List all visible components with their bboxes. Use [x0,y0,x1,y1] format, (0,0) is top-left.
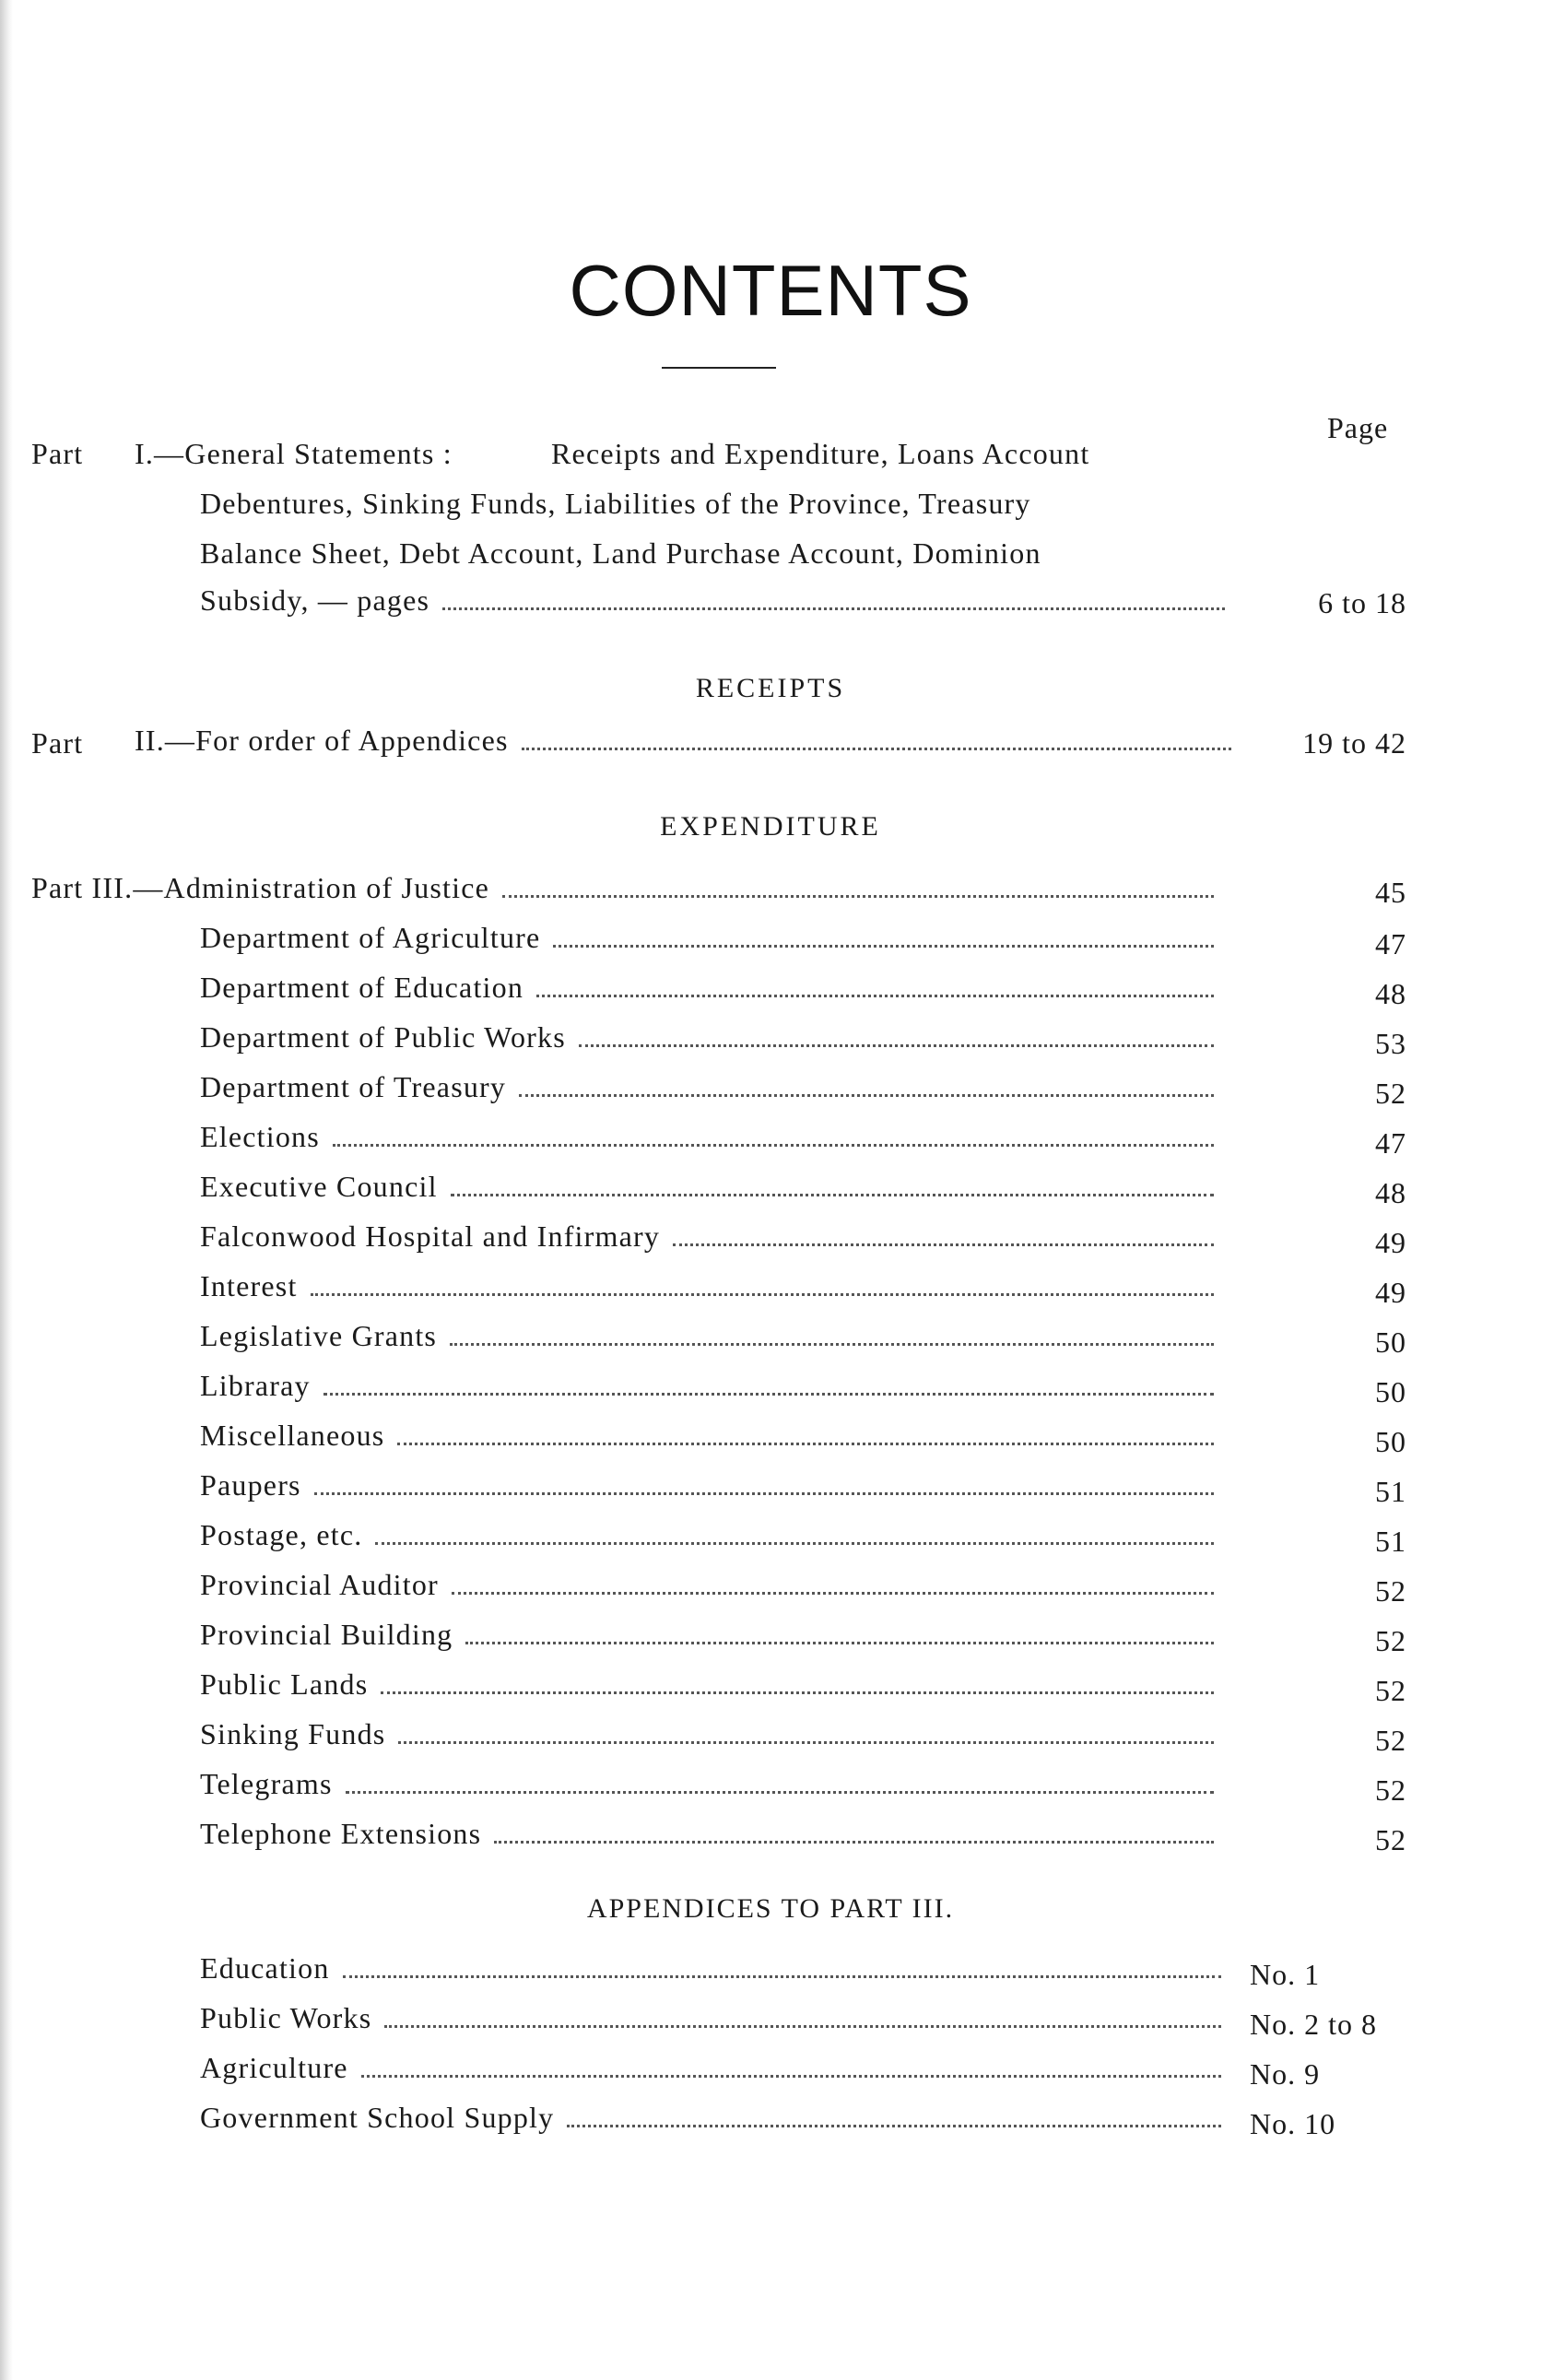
part-1-line-4 [200,581,1225,618]
dot-leader [465,1642,1214,1644]
part-1-line-4-text: Subsidy, — pages [200,583,430,617]
expenditure-heading: EXPENDITURE [660,811,881,842]
expenditure-row [200,1615,1214,1652]
appendix-item-label: Education [200,1951,330,1985]
dot-leader [579,1044,1214,1047]
expenditure-item-label: Department of Public Works [200,1020,566,1054]
dot-leader [323,1393,1214,1396]
expenditure-item-page: 48 [1375,977,1406,1010]
expenditure-row [200,1018,1214,1055]
expenditure-item-page: 52 [1375,1624,1406,1657]
expenditure-item-page: 48 [1375,1176,1406,1209]
dot-leader [361,2075,1221,2078]
expenditure-item-label: Interest [200,1269,298,1302]
expenditure-row [200,1267,1214,1303]
expenditure-item-label: Paupers [200,1468,301,1502]
expenditure-row [200,1565,1214,1602]
expenditure-item-page: 50 [1375,1375,1406,1408]
dot-leader [494,1841,1214,1844]
part-2-page: 19 to 42 [1302,726,1406,760]
expenditure-item-label: Telephone Extensions [200,1817,482,1850]
dot-leader [311,1293,1214,1296]
expenditure-item-page: 52 [1375,1574,1406,1608]
expenditure-item-label: Libraray [200,1369,311,1402]
title-rule [662,367,776,369]
expenditure-item-page: 52 [1375,1823,1406,1856]
expenditure-row [200,1515,1214,1552]
part-2-entry [135,721,1231,758]
dot-leader [673,1243,1214,1246]
appendix-item-page: No. 10 [1250,2107,1336,2140]
expenditure-item-page: 53 [1375,1027,1406,1060]
expenditure-item-page: 51 [1375,1525,1406,1558]
part-3-entry [31,868,1214,905]
expenditure-item-page: 49 [1375,1226,1406,1259]
dot-leader [567,2125,1221,2127]
expenditure-item-label: Public Lands [200,1667,369,1701]
page-title: CONTENTS [569,250,972,331]
expenditure-item-page: 51 [1375,1475,1406,1508]
appendix-row [200,1949,1221,1985]
expenditure-item-label: Provincial Building [200,1618,453,1651]
part-3-first-page: 45 [1375,876,1406,909]
expenditure-row [200,1764,1214,1801]
expenditure-row [200,1067,1214,1104]
expenditure-item-label: Department of Treasury [200,1070,507,1103]
expenditure-item-page: 49 [1375,1276,1406,1309]
dot-leader [375,1542,1214,1545]
part-1-label: Part [31,437,84,470]
expenditure-item-page: 52 [1375,1077,1406,1110]
expenditure-item-label: Postage, etc. [200,1518,363,1551]
appendix-item-label: Public Works [200,2001,372,2034]
dot-leader [452,1592,1214,1595]
expenditure-item-page: 50 [1375,1425,1406,1458]
expenditure-item-page: 52 [1375,1674,1406,1707]
part-1-line-2: Debentures, Sinking Funds, Liabilities of the Province, Treasury [200,487,1031,520]
page-column-header: Page [1327,411,1389,444]
expenditure-row [200,1714,1214,1751]
part-2-title: II.—For order of Appendices [135,724,509,757]
appendix-item-label: Government School Supply [200,2101,555,2134]
expenditure-item-label: Executive Council [200,1170,438,1203]
dot-leader [398,1741,1214,1744]
appendix-row [200,2048,1221,2085]
expenditure-item-label: Telegrams [200,1767,333,1800]
appendix-item-label: Agriculture [200,2051,348,2084]
part-1-page: 6 to 18 [1318,586,1406,619]
expenditure-item-page: 52 [1375,1724,1406,1757]
expenditure-item-label: Sinking Funds [200,1717,386,1750]
dot-leader [536,995,1214,997]
expenditure-row [200,1416,1214,1453]
expenditure-item-page: 47 [1375,927,1406,960]
part-1-line-1: Receipts and Expenditure, Loans Account [551,437,1090,470]
page-edge-shadow [0,0,13,2380]
dot-leader [553,945,1214,948]
expenditure-row [200,1366,1214,1403]
dot-leader [384,2025,1221,2028]
expenditure-item-label: Falconwood Hospital and Infirmary [200,1219,661,1253]
appendices-heading: APPENDICES TO PART III. [586,1893,955,1924]
appendix-item-page: No. 9 [1250,2057,1321,2091]
expenditure-item-label: Provincial Auditor [200,1568,439,1601]
expenditure-row [200,1117,1214,1154]
dot-leader [502,895,1214,898]
dot-leader [519,1094,1214,1097]
appendix-item-page: No. 1 [1250,1958,1321,1991]
dot-leader [451,1194,1214,1196]
expenditure-item-label: Elections [200,1120,320,1153]
receipts-heading: RECEIPTS [695,673,846,703]
appendix-row [200,1998,1221,2035]
expenditure-item-page: 52 [1375,1773,1406,1807]
expenditure-item-page: 47 [1375,1126,1406,1160]
expenditure-item-label: Department of Education [200,971,524,1004]
expenditure-row [200,1217,1214,1254]
part-1-line-3: Balance Sheet, Debt Account, Land Purchase Account, Dominion [200,536,1041,570]
expenditure-item-label: Department of Agriculture [200,921,541,954]
part-2-label: Part [31,726,84,760]
expenditure-row [200,1665,1214,1702]
dot-leader [343,1975,1221,1978]
dot-leader [346,1791,1214,1794]
appendix-item-page: No. 2 to 8 [1250,2008,1377,2041]
part-1-title: I.—General Statements : [135,437,453,470]
appendix-row [200,2098,1221,2135]
expenditure-item-page: 50 [1375,1325,1406,1359]
dot-leader [314,1492,1214,1495]
expenditure-row [200,968,1214,1005]
expenditure-row [200,1814,1214,1851]
expenditure-item-label: Miscellaneous [200,1419,385,1452]
expenditure-row [200,1466,1214,1502]
dot-leader [333,1144,1214,1147]
dot-leader [450,1343,1214,1346]
expenditure-row [200,1167,1214,1204]
dot-leader [522,748,1231,750]
expenditure-row [200,918,1214,955]
expenditure-row [200,1316,1214,1353]
expenditure-item-label: Legislative Grants [200,1319,438,1352]
dot-leader [397,1443,1214,1445]
dot-leader [381,1691,1214,1694]
dot-leader [442,607,1225,610]
part-3-title: Part III.—Administration of Justice [31,871,490,904]
